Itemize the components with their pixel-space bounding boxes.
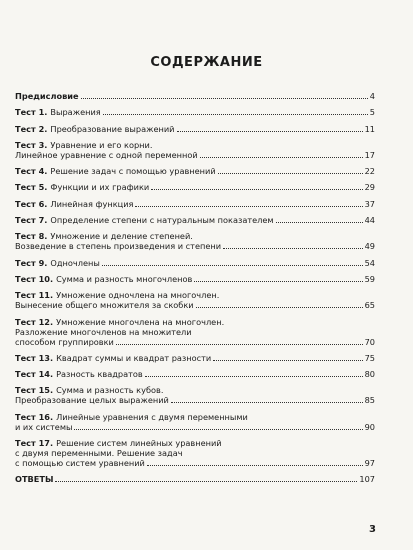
toc-entry-title: Разность квадратов — [56, 369, 143, 380]
toc-entry — [15, 91, 375, 101]
toc-entry-title: Выражения — [50, 107, 101, 118]
toc-entry-title: Определение степени с натуральным показателем — [50, 215, 274, 226]
toc-entry — [15, 231, 375, 251]
toc-entry-line — [15, 215, 375, 225]
toc-entry-number: Тест 13. — [15, 352, 54, 363]
toc-entry-page: 37 — [364, 198, 375, 209]
toc-entry-title: Сумма и разность многочленов — [56, 273, 193, 284]
leader-dots — [177, 124, 363, 132]
leader-dots — [223, 241, 363, 249]
toc-entry-line — [15, 385, 375, 395]
toc-entry-line — [15, 241, 375, 251]
toc-entry-title: Сумма и разность кубов. — [56, 385, 164, 396]
leader-dots — [151, 182, 362, 190]
toc-entry-title: Умножение многочлена на многочлен. — [56, 316, 225, 327]
toc-entry-line — [15, 327, 375, 337]
leader-dots — [171, 395, 363, 403]
toc-entry-page: 85 — [364, 395, 375, 406]
toc-entry-line — [15, 369, 375, 379]
leader-dots — [200, 150, 363, 158]
toc-entry-page: 49 — [364, 241, 375, 252]
toc-entry-page: 4 — [369, 91, 375, 101]
toc-entry-page: 90 — [364, 421, 375, 432]
toc-entry-title: с двумя переменными. Решение задач — [15, 448, 183, 459]
toc-entry-line — [15, 107, 375, 117]
toc-entry-number: Тест 17. — [15, 438, 54, 449]
toc-entry-page: 59 — [364, 273, 375, 284]
toc-entry-line — [15, 124, 375, 134]
toc-entry — [15, 412, 375, 432]
toc-entry-line — [15, 166, 375, 176]
toc-entry — [15, 274, 375, 284]
toc-entry-line — [15, 474, 375, 484]
toc-entry-line — [15, 448, 375, 458]
toc-entry-number: Тест 15. — [15, 385, 54, 396]
table-of-contents — [15, 91, 375, 491]
toc-entry-line — [15, 300, 375, 310]
toc-entry-title: Преобразование целых выражений — [15, 395, 169, 406]
toc-entry-number: Тест 12. — [15, 316, 54, 327]
page-title: СОДЕРЖАНИЕ — [150, 55, 263, 70]
toc-entry-line — [15, 258, 375, 268]
toc-entry-number: Тест 10. — [15, 273, 54, 284]
toc-entry-line — [15, 140, 375, 150]
toc-entry-number: Тест 11. — [15, 290, 54, 301]
toc-entry-line — [15, 353, 375, 363]
toc-entry-page: 65 — [364, 300, 375, 311]
toc-entry — [15, 369, 375, 379]
toc-entry-number: Тест 7. — [15, 215, 48, 226]
toc-entry-line — [15, 438, 375, 448]
toc-entry-page: 17 — [364, 149, 375, 160]
toc-entry-number: Тест 14. — [15, 369, 54, 380]
toc-entry-title: Преобразование выражений — [50, 123, 175, 134]
toc-entry-number: Тест 8. — [15, 231, 48, 242]
toc-entry — [15, 353, 375, 363]
toc-entry-title: Возведение в степень произведения и степени — [15, 241, 222, 252]
leader-dots — [116, 337, 363, 345]
toc-entry — [15, 215, 375, 225]
toc-entry-title: Одночлены — [50, 257, 100, 268]
toc-entry-title: Линейные уравнения с двумя переменными — [56, 411, 248, 422]
toc-entry-title: Вынесение общего множителя за скобки — [15, 300, 194, 311]
leader-dots — [135, 199, 362, 207]
toc-entry-page: 97 — [364, 458, 375, 469]
toc-entry-number: Тест 6. — [15, 198, 48, 209]
toc-entry-page: 11 — [364, 123, 375, 134]
toc-entry-number: Тест 4. — [15, 166, 48, 177]
toc-entry — [15, 140, 375, 160]
toc-entry-title: Линейное уравнение с одной переменной — [15, 149, 198, 160]
toc-entry-title: Квадрат суммы и квадрат разности — [56, 352, 212, 363]
toc-entry-page: 107 — [359, 474, 375, 485]
leader-dots — [145, 369, 363, 377]
toc-entry-title: с помощью систем уравнений — [15, 458, 145, 469]
toc-entry-line — [15, 182, 375, 192]
toc-entry-page: 29 — [364, 182, 375, 193]
toc-entry-title: Решение систем линейных уравнений — [56, 438, 222, 449]
leader-dots — [194, 274, 362, 282]
toc-entry-number: Тест 5. — [15, 182, 48, 193]
toc-entry-page: 5 — [369, 107, 375, 118]
leader-dots — [276, 215, 363, 223]
toc-entry — [15, 317, 375, 347]
toc-entry-number: Тест 9. — [15, 257, 48, 268]
toc-entry-line — [15, 395, 375, 405]
toc-entry-line — [15, 150, 375, 160]
toc-entry-page: 44 — [364, 215, 375, 226]
toc-entry-title: Линейная функция — [50, 198, 134, 209]
toc-entry-page: 54 — [364, 257, 375, 268]
toc-entry — [15, 107, 375, 117]
toc-entry-number: Тест 3. — [15, 139, 48, 150]
toc-entry-number: Тест 1. — [15, 107, 48, 118]
toc-entry — [15, 438, 375, 468]
toc-entry-line — [15, 317, 375, 327]
toc-entry — [15, 385, 375, 405]
toc-entry — [15, 199, 375, 209]
leader-dots — [74, 422, 362, 430]
toc-entry-title: Функции и их графики — [50, 182, 150, 193]
leader-dots — [103, 107, 368, 115]
toc-entry-line — [15, 91, 375, 101]
toc-entry — [15, 258, 375, 268]
leader-dots — [147, 458, 363, 466]
toc-entry-line — [15, 274, 375, 284]
toc-entry-line — [15, 422, 375, 432]
toc-entry-page: 80 — [364, 369, 375, 380]
toc-entry-line — [15, 337, 375, 347]
toc-entry-line — [15, 412, 375, 422]
toc-entry-title: Разложение многочленов на множители — [15, 326, 192, 337]
toc-entry-line — [15, 290, 375, 300]
toc-entry-title: Умножение одночлена на многочлен. — [56, 290, 220, 301]
page-number: 3 — [369, 524, 376, 535]
toc-entry-line — [15, 458, 375, 468]
leader-dots — [81, 91, 368, 99]
toc-entry-title: способом группировки — [15, 336, 114, 347]
toc-entry — [15, 124, 375, 134]
toc-entry-line — [15, 231, 375, 241]
leader-dots — [213, 353, 362, 361]
toc-entry-page: 22 — [364, 166, 375, 177]
toc-entry-title: Решение задач с помощью уравнений — [50, 166, 216, 177]
toc-entry — [15, 166, 375, 176]
toc-entry-title: Умножение и деление степеней. — [50, 231, 193, 242]
toc-entry-number: Тест 2. — [15, 123, 48, 134]
toc-entry — [15, 182, 375, 192]
leader-dots — [55, 474, 357, 482]
leader-dots — [196, 300, 363, 308]
toc-entry — [15, 474, 375, 484]
toc-entry-number: ОТВЕТЫ — [15, 474, 54, 485]
leader-dots — [102, 258, 363, 266]
toc-entry — [15, 290, 375, 310]
toc-entry-line — [15, 199, 375, 209]
toc-entry-page: 70 — [364, 336, 375, 347]
toc-entry-number: Тест 16. — [15, 411, 54, 422]
toc-entry-title: и их системы — [15, 421, 73, 432]
leader-dots — [218, 166, 363, 174]
toc-entry-page: 75 — [364, 352, 375, 363]
toc-entry-number: Предисловие — [15, 91, 79, 101]
toc-entry-title: Уравнение и его корни. — [50, 139, 153, 150]
